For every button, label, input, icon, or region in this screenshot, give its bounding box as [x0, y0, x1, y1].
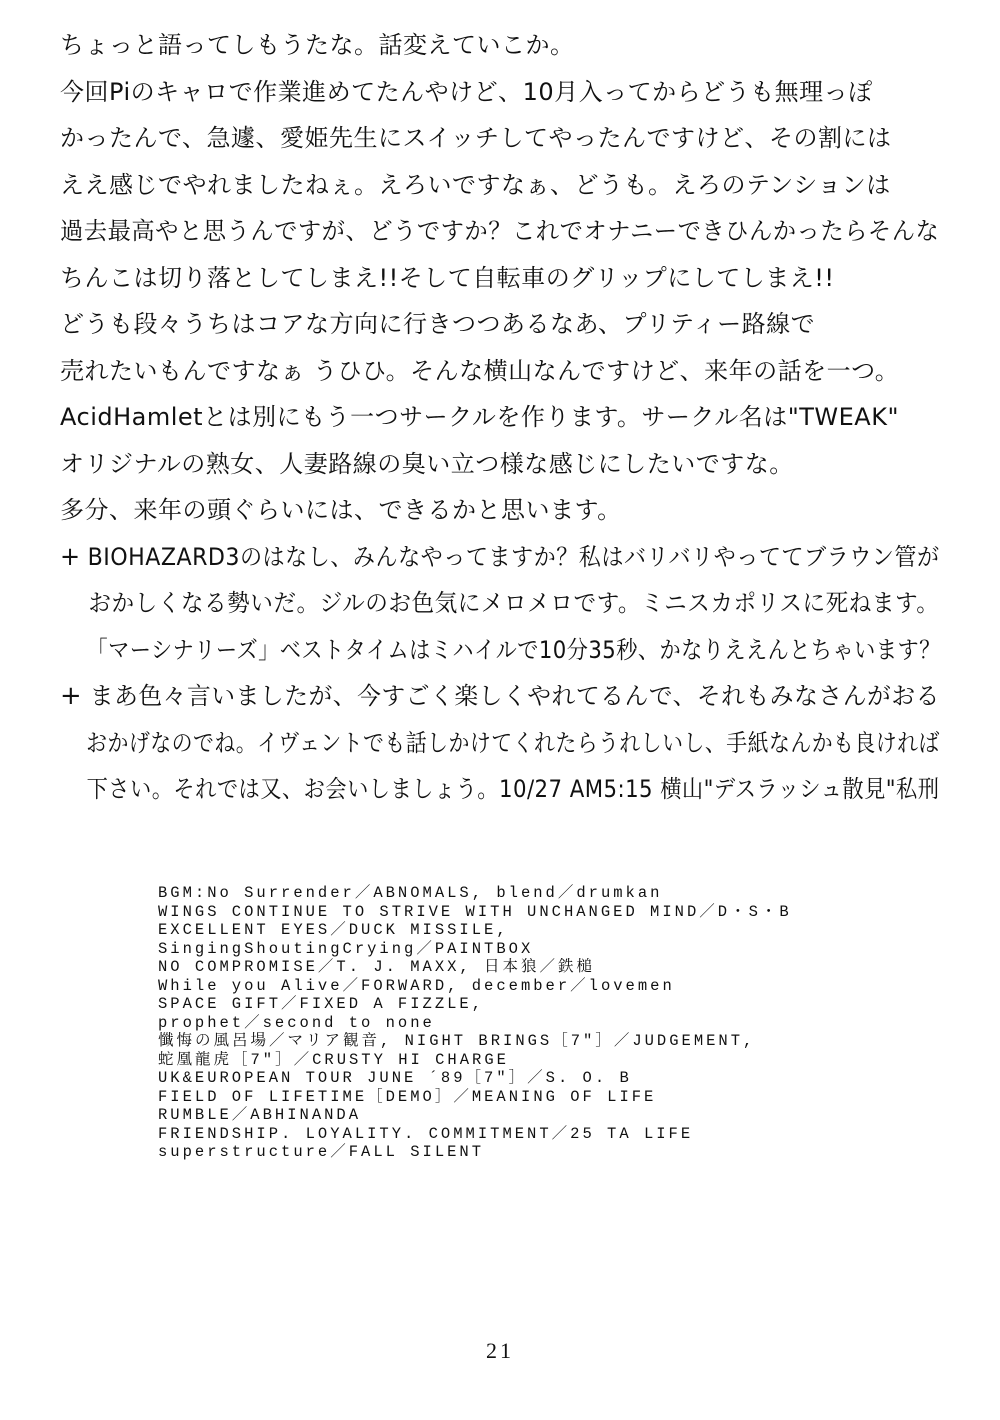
bgm-entry: 蛇凰龍虎［7″］／CRUSTY HI CHARGE [158, 1050, 509, 1069]
bgm-entry: superstructure／FALL SILENT [158, 1143, 485, 1161]
note-line: ちょっと語ってしもうたな。話変えていこか。 [60, 31, 575, 59]
bgm-entry: UK&EUROPEAN TOUR JUNE ´89［7″］／S. O. B [158, 1069, 632, 1087]
plus-bullet-icon: + [60, 541, 81, 572]
note-line: オリジナルの熟女、人妻路線の臭い立つ様な感じにしたいですな。 [60, 449, 794, 478]
bgm-entry: prophet／second to none [158, 1013, 435, 1032]
note-line: 過去最高やと思うんですが、どうですか？これでオナニーできひんかったらそんな [60, 217, 940, 245]
plus-bullet-icon: + [60, 681, 83, 711]
note-line: かったんで、急遽、愛姫先生にスイッチしてやったんですけど、その割には [60, 124, 892, 152]
note-line: 今回Piのキャロで作業進めてたんやけど、10月入ってからどうも無理っぽ [60, 77, 873, 106]
bgm-entry: NO COMPROMISE／T. J. MAXX, 日本狼／鉄槌 [158, 958, 596, 976]
note-text: まあ色々言いましたが、今すごく楽しくやれてるんで、それもみなさんがおる [89, 682, 940, 710]
page-number: 21 [486, 1338, 514, 1363]
bgm-entry: SingingShoutingCrying／PAINTBOX [158, 939, 534, 958]
note-line: 下さい。それでは又、お会いしましょう。10/27 AM5:15 横山"デスラッシュ散見"私刑 [86, 775, 940, 803]
note-line-bulleted [60, 673, 940, 720]
bgm-entry: 懺悔の風呂場／マリア観音, NIGHT BRINGS［7″］／JUDGEMENT, [158, 1032, 756, 1050]
note-line-bulleted [60, 534, 940, 581]
note-line: AcidHamletとは別にもう一つサークルを作ります。サークル名は"TWEAK" [60, 403, 899, 431]
note-line: ちんこは切り落としてしまえ!!そして自転車のグリップにしてしまえ!! [60, 263, 835, 292]
note-line: ええ感じでやれましたねぇ。えろいですなぁ、どうも。えろのテンションは [60, 170, 891, 199]
note-line: 「マーシナリーズ」ベストタイムはミハイルで10分35秒、かなりええんとちゃいます？ [86, 635, 941, 664]
note-line: おかげなのでね。イヴェントでも話しかけてくれたらうれしいし、手紙なんかも良ければ [86, 728, 940, 757]
bgm-list [158, 884, 878, 1162]
note-line: どうも段々うちはコアな方向に行きつつあるなあ、プリティー路線で [60, 310, 816, 338]
note-line: 多分、来年の頭ぐらいには、できるかと思います。 [60, 496, 622, 524]
bgm-entry: FRIENDSHIP. LOYALITY. COMMITMENT／25 TA LIFE [158, 1124, 694, 1143]
bgm-entry: While you Alive／FORWARD, december／lovemen [158, 976, 675, 995]
note-line: 売れたいもんですなぁ うひひ。そんな横山なんですけど、来年の話を一つ。 [60, 356, 900, 385]
note-text: BIOHAZARD3のはなし、みんなやってますか？私はバリバリやっててブラウン管が [87, 542, 940, 571]
bgm-entry: EXCELLENT EYES／DUCK MISSILE, [158, 921, 509, 939]
bgm-entry: RUMBLE／ABHINANDA [158, 1106, 362, 1124]
bgm-entry: BGM:No Surrender／ABNOMALS, blend／drumkan [158, 884, 663, 902]
bgm-entry: SPACE GIFT／FIXED A FIZZLE, [158, 995, 485, 1013]
bgm-entry: WINGS CONTINUE TO STRIVE WITH UNCHANGED MIND／D・S・B [158, 902, 792, 921]
handwritten-notes [60, 22, 940, 813]
bgm-entry: FIELD OF LIFETIME［DEMO］／MEANING OF LIFE [158, 1087, 657, 1106]
note-line: おかしくなる勢いだ。ジルのお色気にメロメロです。ミニスカポリスに死ねます。 [88, 589, 940, 617]
